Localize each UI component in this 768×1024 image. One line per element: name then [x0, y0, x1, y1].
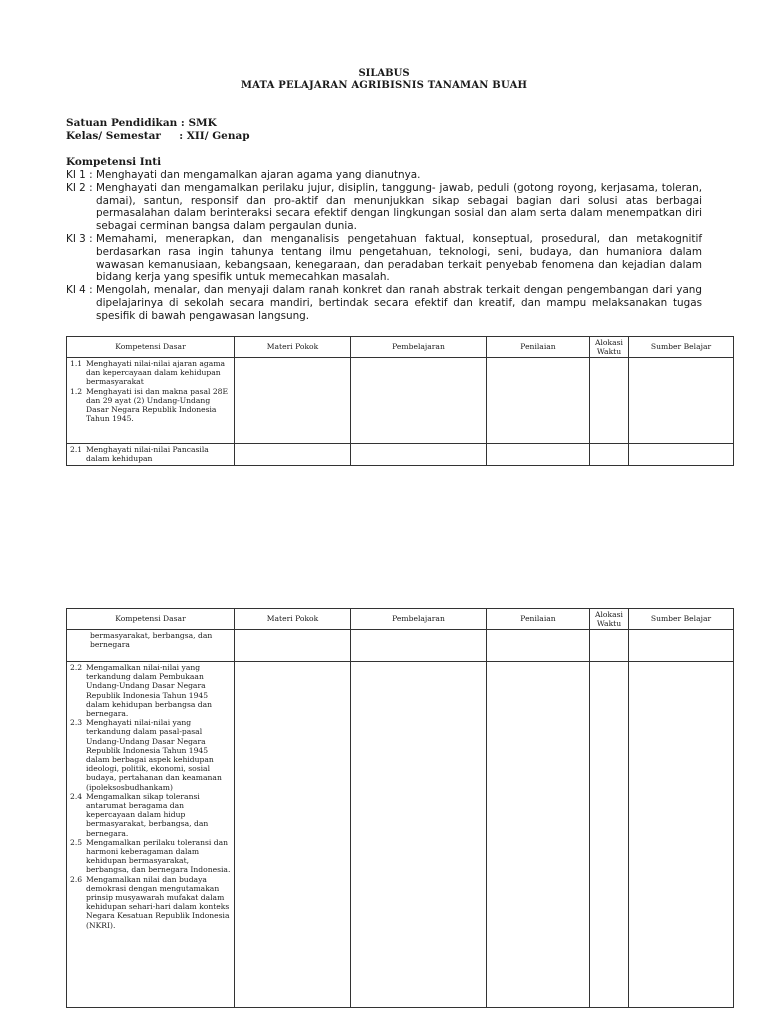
kd-text: Menghayati nilai-nilai ajaran agama dan kepercayaan dalam kehidupan bermasyarakat	[86, 359, 226, 387]
kompetensi-inti-list	[66, 169, 702, 323]
kompetensi-dasar-cell	[67, 630, 235, 662]
header-alokasi-waktu: Alokasi Waktu	[590, 337, 629, 358]
kd-continuation: bermasyarakat, berbangsa, dan bernegara	[90, 631, 213, 650]
ki-label: KI 4 :	[66, 284, 93, 297]
table-row	[67, 630, 734, 662]
sumber-belajar-cell	[629, 662, 734, 1008]
pembelajaran-cell	[351, 358, 487, 444]
ki-label: KI 2 :	[66, 181, 93, 194]
document-title: SILABUS	[358, 68, 410, 79]
sumber-belajar-cell	[629, 444, 734, 466]
header-alokasi-waktu: Alokasi Waktu	[590, 609, 629, 630]
table-row	[67, 444, 734, 466]
kd-number: 1.1	[70, 359, 83, 368]
header-materi-pokok: Materi Pokok	[235, 609, 351, 630]
header-sumber-belajar: Sumber Belajar	[629, 609, 734, 630]
materi-pokok-cell	[235, 630, 351, 662]
kd-number: 2.5	[70, 837, 83, 847]
pembelajaran-cell	[351, 630, 487, 662]
kelas-semester: Kelas/ Semestar : XII/ Genap	[66, 130, 250, 142]
alokasi-waktu-cell	[590, 630, 629, 662]
penilaian-cell	[487, 630, 590, 662]
header-kompetensi-dasar: Kompetensi Dasar	[67, 337, 235, 358]
header-pembelajaran: Pembelajaran	[351, 337, 487, 358]
penilaian-cell	[487, 358, 590, 444]
kd-text: Mengamalkan sikap toleransi antarumat beragama dan kepercayaan dalam hidup bermasyarakat, berbangsa, dan bernegara.	[86, 791, 209, 838]
kd-item	[70, 718, 231, 792]
ki-item	[66, 182, 702, 233]
kompetensi-dasar-cell	[67, 358, 235, 444]
header-kompetensi-dasar: Kompetensi Dasar	[67, 609, 235, 630]
kd-text: Mengamalkan perilaku toleransi dan harmoni keberagaman dalam kehidupan bermasyarakat, berbangsa, dan bernegara Indonesia.	[86, 837, 231, 875]
materi-pokok-cell	[235, 358, 351, 444]
kd-text: Menghayati isi dan makna pasal 28E dan 29 ayat (2) Undang-Undang Dasar Negara Republik Indonesia Tahun 1945.	[86, 386, 229, 424]
alokasi-waktu-cell	[590, 358, 629, 444]
ki-item	[66, 169, 702, 182]
kd-item	[70, 792, 231, 838]
header-sumber-belajar: Sumber Belajar	[629, 337, 734, 358]
ki-text: Memahami, menerapkan, dan menganalisis pengetahuan faktual, konseptual, prosedural, dan metakognitif berdasarkan rasa ingin tahunya tentang ilmu pengetahuan, teknologi, seni, budaya, dan humaniora dalam wawasan kemanusiaan, kebangsaan, kenegaraan, dan peradaban terkait penyebab fenomena dan kejadian dalam bidang kerja yang spesifik untuk memecahkan masalah.	[96, 232, 702, 284]
materi-pokok-cell	[235, 444, 351, 466]
ki-text: Mengolah, menalar, dan menyaji dalam ranah konkret dan ranah abstrak terkait dengan pengembangan dari yang dipelajarinya di sekolah secara mandiri, bertindak secara efektif dan kreatif, dan mampu melaksanakan tugas spesifik di bawah pengawasan langsung.	[96, 284, 702, 322]
kd-item	[70, 359, 231, 387]
table-row	[67, 662, 734, 1008]
penilaian-cell	[487, 662, 590, 1008]
kd-text: Menghayati nilai-nilai Pancasila dalam kehidupan	[86, 445, 209, 464]
ki-item	[66, 284, 702, 322]
header-penilaian: Penilaian	[487, 609, 590, 630]
pembelajaran-cell	[351, 444, 487, 466]
kd-number: 2.2	[70, 663, 83, 672]
table-header-row	[67, 337, 734, 358]
table-header-row	[67, 609, 734, 630]
kd-text: Mengamalkan nilai dan budaya demokrasi dengan mengutamakan prinsip musyawarah mufakat dalam kehidupan sehari-hari dalam konteks Negara Kesatuan Republik Indonesia (NKRI).	[86, 874, 230, 930]
header-penilaian: Penilaian	[487, 337, 590, 358]
satuan-pendidikan: Satuan Pendidikan : SMK	[66, 117, 217, 129]
kd-item	[70, 663, 231, 718]
kd-number: 2.4	[70, 791, 83, 801]
sumber-belajar-cell	[629, 358, 734, 444]
silabus-table-2	[66, 608, 734, 1008]
kd-text: Menghayati nilai-nilai yang terkandung dalam pasal-pasal Undang-Undang Dasar Negara Republik Indonesia Tahun 1945 dalam berbagai aspek kehidupan ideologi, politik, ekonomi, sosial budaya, pertahanan dan keamanan (ipoleksosbudhankam)	[86, 718, 222, 792]
silabus-table-1	[66, 336, 734, 466]
header-materi-pokok: Materi Pokok	[235, 337, 351, 358]
table-row	[67, 358, 734, 444]
header-pembelajaran: Pembelajaran	[351, 609, 487, 630]
alokasi-waktu-cell	[590, 662, 629, 1008]
pembelajaran-cell	[351, 662, 487, 1008]
penilaian-cell	[487, 444, 590, 466]
sumber-belajar-cell	[629, 630, 734, 662]
ki-item	[66, 233, 702, 284]
kompetensi-dasar-cell	[67, 444, 235, 466]
kd-number: 1.2	[70, 386, 83, 396]
materi-pokok-cell	[235, 662, 351, 1008]
kd-item	[70, 387, 231, 424]
kd-item	[70, 875, 231, 930]
kd-item	[70, 838, 231, 875]
document-subtitle: MATA PELAJARAN AGRIBISNIS TANAMAN BUAH	[240, 80, 528, 91]
kd-number: 2.1	[70, 445, 83, 454]
kd-number: 2.6	[70, 874, 83, 884]
ki-label: KI 3 :	[66, 232, 93, 245]
kompetensi-inti-heading: Kompetensi Inti	[66, 156, 162, 168]
ki-label: KI 1 :	[66, 169, 93, 181]
ki-text: Menghayati dan mengamalkan perilaku jujur, disiplin, tanggung- jawab, peduli (gotong royong, kerjasama, toleran, damai), santun, responsif dan pro-aktif dan menunjukkan sikap sebagai bagian dari solusi atas berbagai permasalahan dalam berinteraksi secara efektif dengan lingkungan sosial dan alam serta dalam menempatkan diri sebagai cerminan bangsa dalam pergaulan dunia.	[96, 181, 702, 233]
ki-text: Menghayati dan mengamalkan ajaran agama yang dianutnya.	[96, 169, 421, 181]
alokasi-waktu-cell	[590, 444, 629, 466]
kd-text: Mengamalkan nilai-nilai yang terkandung dalam Pembukaan Undang-Undang Dasar Negara Republik Indonesia Tahun 1945 dalam kehidupan berbangsa dan bernegara.	[86, 663, 213, 719]
kd-item	[70, 445, 231, 463]
kompetensi-dasar-cell	[67, 662, 235, 1008]
kd-number: 2.3	[70, 718, 83, 728]
